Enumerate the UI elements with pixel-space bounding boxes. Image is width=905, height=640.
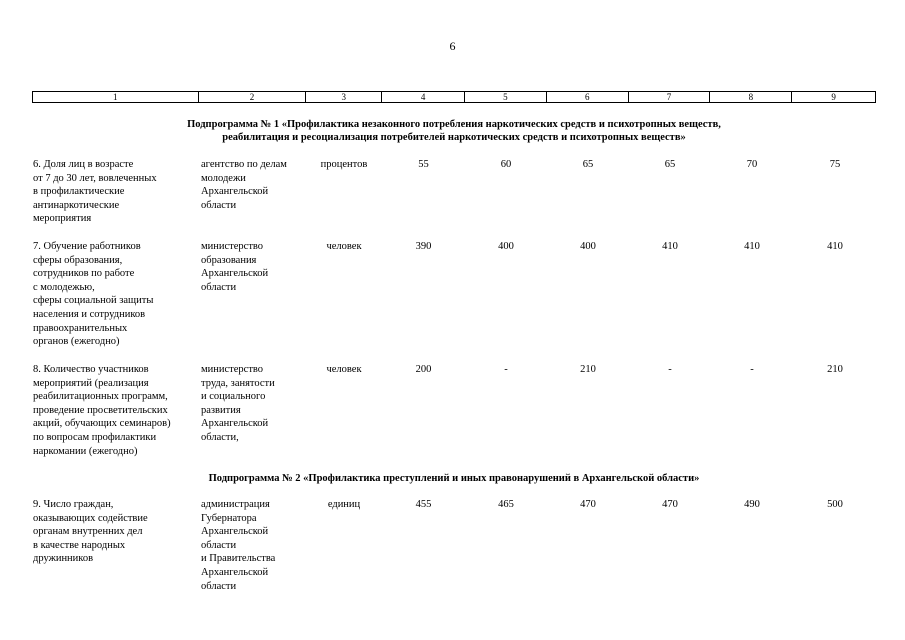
executor-cell: администрация Губернатора Архангельской области и Правительства Архангельской области	[201, 499, 276, 592]
value-cell: 500	[827, 499, 843, 510]
header-cell-6: 6	[547, 92, 629, 102]
header-cell-4: 4	[382, 92, 465, 102]
section-heading-line: Подпрограмма № 2 «Профилактика преступлений и иных правонарушений в Архангельской области»	[208, 473, 700, 484]
value-cell: 390	[415, 241, 432, 252]
value-cell: 400	[498, 241, 514, 252]
unit-cell: человек	[326, 241, 362, 252]
section-heading-subprogram-2	[32, 472, 876, 485]
indicator-cell: 9. Число граждан, оказывающих содействие органам внутренних дел в качестве народных дружинников	[33, 499, 148, 565]
value-cell: 210	[827, 364, 843, 375]
header-cell-1: 1	[33, 92, 199, 102]
header-cell-3: 3	[306, 92, 382, 102]
value-cell: 65	[582, 159, 594, 170]
value-cell: 75	[829, 159, 841, 170]
section-heading-line: реабилитация и ресоциализация потребителей наркотических средств и психотропных веществ»	[222, 132, 686, 143]
indicator-cell: 8. Количество участников мероприятий (реализация реабилитационных программ, проведение просветительских акций, обучающих семинаров) по вопросам профилактики наркомании (ежегодно)	[33, 364, 171, 457]
value-cell: 410	[827, 241, 843, 252]
section-heading-line: Подпрограмма № 1 «Профилактика незаконного потребления наркотических средств и психотропных веществ,	[187, 119, 721, 130]
header-cell-8: 8	[710, 92, 792, 102]
header-cell-2: 2	[199, 92, 307, 102]
header-cell-9: 9	[831, 92, 836, 102]
indicator-cell: 7. Обучение работников сферы образования, сотрудников по работе с молодежью, сферы социальной защиты населения и сотрудников правоохранительных органов (ежегодно)	[33, 241, 154, 348]
column-number-header	[32, 91, 876, 103]
header-cell-7: 7	[629, 92, 711, 102]
value-cell: 465	[498, 499, 514, 510]
executor-cell: министерство образования Архангельской области	[201, 241, 269, 293]
value-cell: 455	[415, 499, 432, 510]
indicator-cell: 6. Доля лиц в возрасте от 7 до 30 лет, вовлеченных в профилактические антинаркотические мероприятия	[33, 159, 157, 225]
executor-cell: агентство по делам молодежи Архангельской области	[201, 159, 287, 211]
value-cell: -	[750, 364, 754, 375]
value-cell: 490	[744, 499, 760, 510]
unit-cell: человек	[326, 364, 362, 375]
value-cell: 210	[580, 364, 596, 375]
value-cell: 65	[664, 159, 676, 170]
value-cell: 55	[418, 159, 429, 170]
value-cell: -	[504, 364, 508, 375]
value-cell: 470	[662, 499, 678, 510]
unit-cell: единиц	[327, 499, 361, 510]
value-cell: 470	[580, 499, 596, 510]
value-cell: 410	[662, 241, 678, 252]
value-cell: 410	[744, 241, 760, 252]
page-number: 6	[449, 39, 456, 53]
value-cell: 400	[580, 241, 596, 252]
unit-cell: процентов	[320, 159, 368, 170]
value-cell: 200	[415, 364, 432, 375]
section-heading-subprogram-1	[32, 118, 876, 144]
value-cell: 60	[500, 159, 512, 170]
header-cell-5: 5	[465, 92, 547, 102]
value-cell: -	[668, 364, 672, 375]
executor-cell: министерство труда, занятости и социального развития Архангельской области,	[201, 364, 275, 443]
value-cell: 70	[746, 159, 758, 170]
